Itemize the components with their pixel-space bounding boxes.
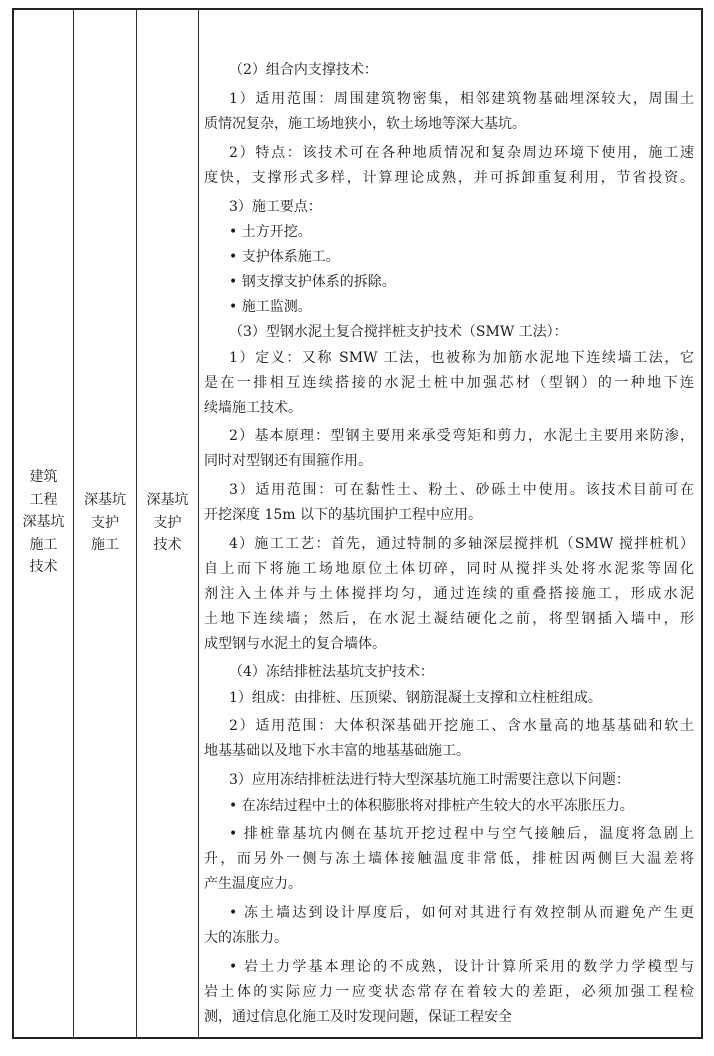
text-line: 升，而另外一侧与冻土墙体接触温度非常低，排桩因两侧巨大温差将 xyxy=(204,851,694,867)
column-divider xyxy=(198,8,199,1039)
text-line: 3）应用冻结排桩法进行特大型深基坑施工时需要注意以下问题： xyxy=(229,772,630,788)
topic-cell xyxy=(137,489,198,557)
category-line: 深基坑 xyxy=(22,514,65,530)
text-line: 1）组成：由排桩、压顶梁、钢筋混凝土支撑和立柱桩组成。 xyxy=(229,690,602,706)
text-line: 自上而下将施工场地原位土体切碎，同时从搅拌头处将水泥浆等固化 xyxy=(204,561,694,577)
text-line: 2）适用范围：大体积深基础开挖施工、含水量高的地基基础和软土 xyxy=(229,718,694,734)
subcategory-line: 支护 xyxy=(91,514,119,531)
subcategory-line: 施工 xyxy=(91,537,119,553)
text-line: 3）施工要点： xyxy=(229,199,322,215)
category-line: 施工 xyxy=(29,536,58,553)
text-line: 地基基础以及地下水丰富的地基基础施工。 xyxy=(204,743,470,759)
text-line: 岩土体的实际应力一应变状态常存在着较大的差距，必须加强工程检 xyxy=(204,984,694,1000)
bullet-item: • 在冻结过程中土的体积膨胀将对排桩产生较大的水平冻胀压力。 xyxy=(229,798,634,814)
text-line: 同时对型钢还有围箍作用。 xyxy=(204,453,372,469)
subcategory-cell xyxy=(74,489,136,557)
bullet-item: • 支护体系施工。 xyxy=(229,249,340,265)
category-line: 工程 xyxy=(29,491,58,508)
text-line: 开挖深度 15m 以下的基坑围护工程中应用。 xyxy=(204,507,482,523)
bullet-item: • 土方开挖。 xyxy=(229,224,312,240)
category-cell xyxy=(14,466,73,579)
category-line: 建筑 xyxy=(29,469,58,485)
bullet-item: • 排桩靠基坑内侧在基坑开挖过程中与空气接触后，温度将急剧上 xyxy=(229,826,694,842)
text-line: 测，通过信息化施工及时发现问题，保证工程安全 xyxy=(204,1009,512,1025)
text-line: 大的冻胀力。 xyxy=(204,930,288,946)
text-line: 土地下连续墙；然后，在水泥土凝结硬化之前，将型钢插入墙中，形 xyxy=(204,611,694,627)
section-heading: （4）冻结排桩法基坑支护技术： xyxy=(229,664,434,680)
topic-line: 技术 xyxy=(153,537,182,553)
text-line: 3）适用范围：可在黏性土、粉土、砂砾土中使用。该技术目前可在 xyxy=(229,482,694,498)
text-line: 剂注入土体并与土体搅拌均匀，通过连续的重叠搭接施工，形成水泥 xyxy=(204,586,694,602)
category-line: 技术 xyxy=(29,559,58,575)
text-line: 1）定义：又称 SMW 工法，也被称为加筋水泥地下连续墙工法，它 xyxy=(229,350,694,366)
topic-line: 深基坑 xyxy=(146,492,189,508)
text-line: 成型钢与水泥土的复合墙体。 xyxy=(204,636,386,652)
text-line: 4）施工工艺：首先，通过特制的多轴深层搅拌机（SMW 搅拌桩机） xyxy=(229,536,694,552)
text-line: 1）适用范围：周围建筑物密集，相邻建筑物基础埋深较大，周围土 xyxy=(229,91,694,107)
text-line: 2）基本原理：型钢主要用来承受弯矩和剪力，水泥土主要用来防渗， xyxy=(229,428,694,444)
text-line: 质情况复杂，施工场地狭小，软土场地等深大基坑。 xyxy=(204,116,526,132)
section-heading: （3）型钢水泥土复合搅拌桩支护技术（SMW 工法）： xyxy=(229,324,568,340)
bullet-item: • 冻土墙达到设计厚度后，如何对其进行有效控制从而避免产生更 xyxy=(229,905,694,921)
text-line: 2）特点：该技术可在各种地质情况和复杂周边环境下使用，施工速 xyxy=(229,145,694,161)
bullet-item: • 岩土力学基本理论的不成熟，设计计算所采用的数学力学模型与 xyxy=(229,959,694,975)
text-line: 续墙施工技术。 xyxy=(204,400,302,416)
text-line: 是在一排相互连续搭接的水泥土桩中加强芯材（型钢）的一种地下连 xyxy=(204,375,694,391)
text-line: 产生温度应力。 xyxy=(204,876,302,892)
bullet-item: • 施工监测。 xyxy=(229,299,312,315)
subcategory-line: 深基坑 xyxy=(84,492,126,508)
text-line: 度快，支撑形式多样，计算理论成熟，并可拆卸重复利用，节省投资。 xyxy=(204,170,694,186)
bullet-item: • 钢支撑支护体系的拆除。 xyxy=(229,274,396,290)
topic-line: 支护 xyxy=(153,514,182,531)
section-heading: （2）组合内支撑技术： xyxy=(229,62,378,78)
